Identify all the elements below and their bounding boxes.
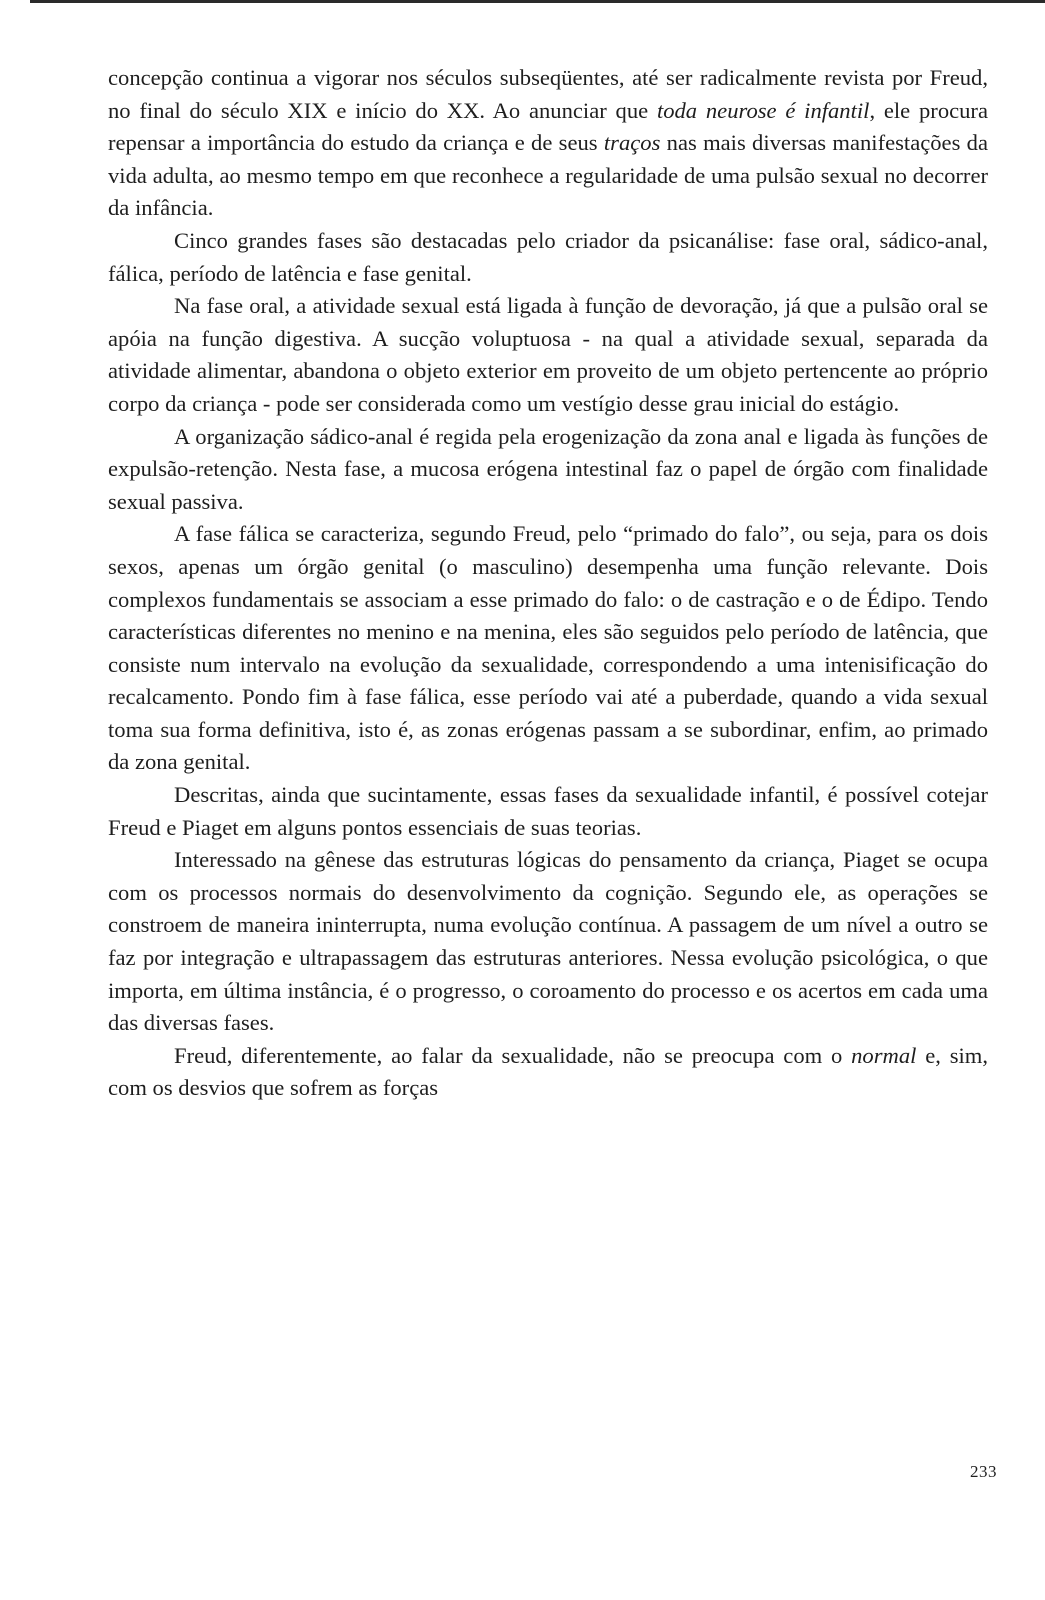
page-number: 233 [970, 1462, 997, 1481]
text-run: Descritas, ainda que sucintamente, essas fases da sexualidade infantil, é possível cotejar Freud e Piaget em alguns pontos essenciais de suas teorias. [108, 782, 988, 840]
paragraph [108, 779, 988, 844]
text-run: A fase fálica se caracteriza, segundo Freud, pelo “primado do falo”, ou seja, para os dois sexos, apenas um órgão genital (o masculino) desempenha uma função relevante. Dois complexos fundamentais se associam a esse primado do falo: o de castração e o de Édipo. Tendo características diferentes no menino e na menina, eles são seguidos pelo período de latência, que consiste num intervalo na evolução da sexualidade, correspondendo a uma intenisificação do recalcamento. Pondo fim à fase fálica, esse período vai até a puberdade, quando a vida sexual toma sua forma definitiva, isto é, as zonas erógenas passam a se subordinar, enfim, ao primado da zona genital. [108, 521, 988, 775]
emphasis-text: toda neurose é infantil [656, 97, 870, 123]
paragraph [108, 225, 988, 290]
paragraph [108, 421, 988, 519]
text-run: e, sim, com os desvios que sofrem as forças [108, 1042, 988, 1101]
paragraph [108, 518, 988, 779]
text-run: Interessado na gênese das estruturas lógicas do pensamento da criança, Piaget se ocupa com os processos normais do desenvolvimento da cognição. Segundo ele, as operações se constroem de maneira ininterrupta, numa evolução contínua. A passagem de um nível a outro se faz por integração e ultrapassagem das estruturas anteriores. Nessa evolução psicológica, o que importa, em última instância, é o progresso, o coroamento do processo e os acertos em cada uma das diversas fases. [108, 847, 988, 1036]
top-edge-rule [30, 0, 1045, 3]
body-text [108, 62, 988, 1105]
text-run: Freud, diferentemente, ao falar da sexualidade, não se preocupa com o [174, 1042, 852, 1068]
text-run: , ele procura repensar a importância do estudo da criança e de seus [108, 97, 988, 156]
emphasis-text: traços [603, 130, 661, 156]
text-run: nas mais diversas manifestações da vida adulta, ao mesmo tempo em que reconhece a regularidade de uma pulsão sexual no decorrer da infância. [108, 130, 988, 221]
paragraph [108, 1040, 988, 1105]
text-run: Cinco grandes fases são destacadas pelo criador da psicanálise: fase oral, sádico-anal, fálica, período de latência e fase genital. [108, 227, 988, 286]
paragraph [108, 844, 988, 1040]
text-run: A organização sádico-anal é regida pela erogenização da zona anal e ligada às funções de expulsão-retenção. Nesta fase, a mucosa erógena intestinal faz o papel de órgão com finalidade sexual passiva. [108, 423, 988, 514]
text-run: Na fase oral, a atividade sexual está ligada à função de devoração, já que a pulsão oral se apóia na função digestiva. A sucção voluptuosa - na qual a atividade sexual, separada da atividade alimentar, abandona o objeto exterior em proveito de um objeto pertencente ao próprio corpo da criança - pode ser considerada como um vestígio desse grau inicial do estágio. [108, 293, 988, 416]
paragraph [108, 290, 988, 420]
emphasis-text: normal [851, 1042, 917, 1068]
text-run: concepção continua a vigorar nos séculos subseqüentes, até ser radicalmente revista por Freud, no final do século XIX e início do XX. Ao anunciar que [108, 65, 988, 123]
paragraph [108, 62, 988, 225]
